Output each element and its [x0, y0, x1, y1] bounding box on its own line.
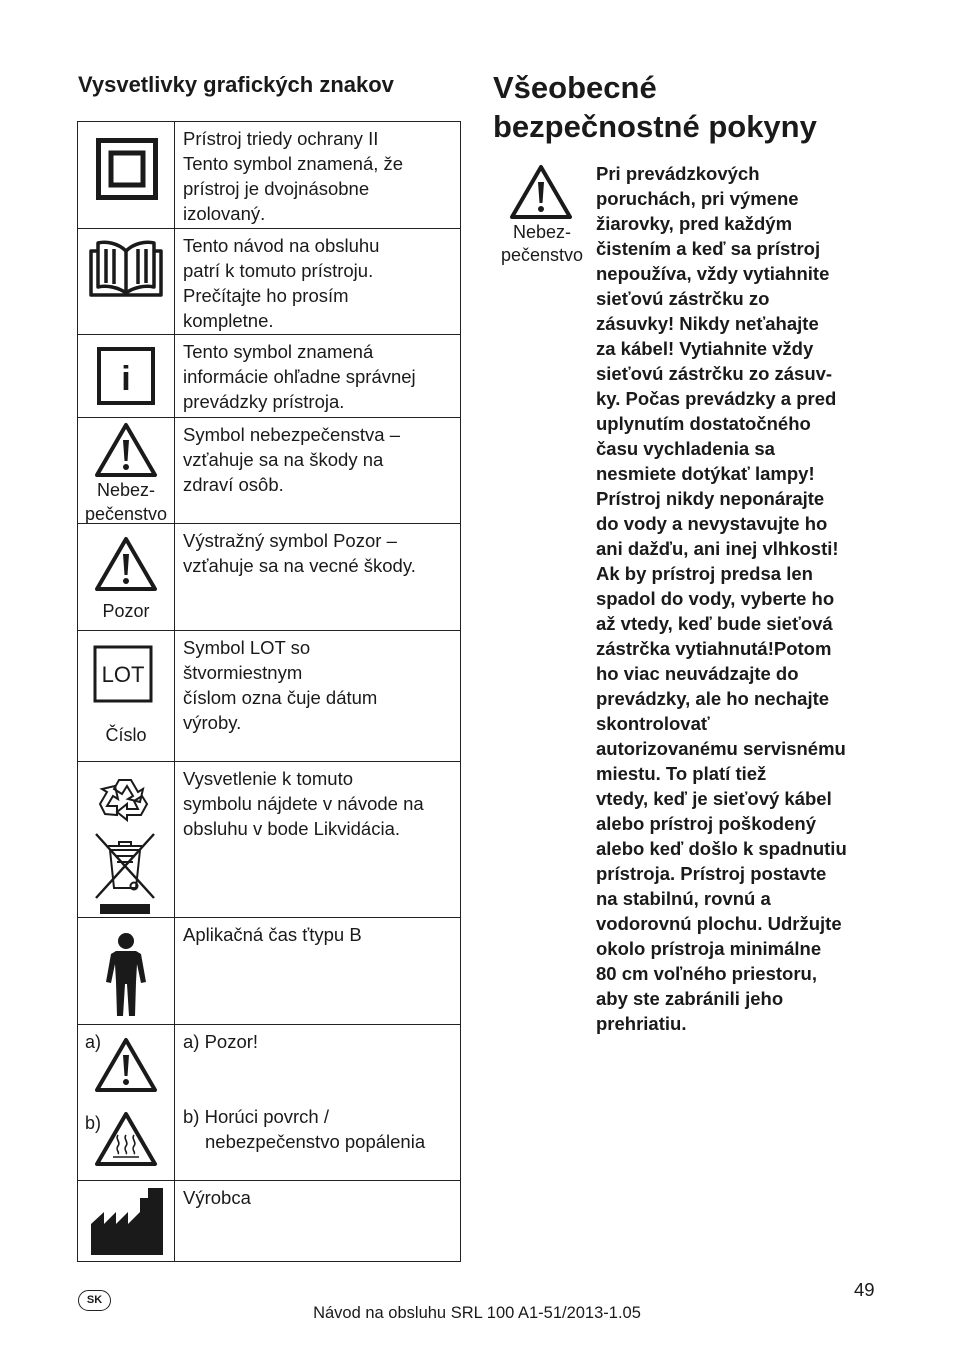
safety-text-line: až vtedy, keď bude sieťová	[596, 613, 833, 634]
symbol-description: a) Pozor! b) Horúci povrch / nebezpečenstvo popálenia	[175, 1025, 461, 1181]
symbol-description: Symbol LOT so štvormiestnym číslom ozna čuje dátum výroby.	[175, 631, 461, 762]
body-figure-icon	[104, 932, 148, 1018]
safety-text-line: Prístroj nikdy neponárajte	[596, 488, 825, 509]
warning-triangle-icon	[509, 164, 573, 220]
safety-text-line: do vody a nevystavujte ho	[596, 513, 828, 534]
table-row	[78, 122, 461, 229]
symbol-cell	[78, 1181, 175, 1262]
safety-text-line: času vychladenia sa	[596, 438, 775, 459]
table-row	[78, 918, 461, 1025]
svg-text:LOT: LOT	[101, 662, 145, 687]
info-icon	[97, 347, 155, 405]
symbol-description: Aplikačná čas ťtypu B	[175, 918, 461, 1025]
safety-text-line: vtedy, keď je sieťový kábel	[596, 788, 832, 809]
symbol-cell	[78, 762, 175, 918]
label-b: b)	[85, 1113, 102, 1133]
symbol-cell	[78, 918, 175, 1025]
symbol-cell	[78, 229, 175, 335]
safety-text-line: ani dažďu, ani inej vlhkosti!	[596, 538, 839, 559]
safety-text-line: okolo prístroja minimálne	[596, 938, 822, 959]
lot-icon	[93, 645, 153, 703]
icon-label: Nebez- pečenstvo	[84, 480, 168, 524]
symbol-cell	[78, 1025, 175, 1181]
safety-text-line: ho viac neuvádzajte do	[596, 663, 799, 684]
safety-text-line: vodorovnú plochu. Udržujte	[596, 913, 842, 934]
language-badge: SK	[78, 1290, 111, 1311]
safety-text-line: nesmiete dotýkať lampy!	[596, 463, 815, 484]
safety-text-line: alebo prístroj poškodený	[596, 813, 816, 834]
safety-text-line: alebo keď došlo k spadnutiu	[596, 838, 847, 859]
safety-text-line: poruchách, pri výmene	[596, 188, 799, 209]
symbol-description: Výstražný symbol Pozor – vzťahuje sa na vecné škody.	[175, 524, 461, 631]
symbols-section-title: Vysvetlivky grafických znakov	[78, 72, 394, 97]
table-row	[78, 1181, 461, 1262]
symbol-cell	[78, 122, 175, 229]
safety-text-line: spadol do vody, vyberte ho	[596, 588, 835, 609]
recycle-icon	[98, 774, 152, 824]
footer-text: Návod na obsluhu SRL 100 A1-51/2013-1.05	[313, 1304, 641, 1322]
safety-text-line: ky. Počas prevádzky a pred	[596, 388, 837, 409]
safety-text-line: uplynutím dostatočného	[596, 413, 811, 434]
symbol-cell	[78, 524, 175, 631]
table-row	[78, 524, 461, 631]
safety-text-line: prístroja. Prístroj postavte	[596, 863, 827, 884]
table-row	[78, 631, 461, 762]
safety-text-line: aby ste zabránili jeho	[596, 988, 784, 1009]
hot-surface-icon	[94, 1111, 158, 1167]
warning-triangle-icon	[94, 1037, 158, 1093]
safety-text-line: zásuvky! Nikdy neťahajte	[596, 313, 819, 334]
safety-text-line: Ak by prístroj predsa len	[596, 563, 813, 584]
label-a: a)	[85, 1032, 102, 1052]
safety-text-line: prehriatiu.	[596, 1013, 687, 1034]
symbol-description: Tento symbol znamená informácie ohľadne správnej prevádzky prístroja.	[175, 335, 461, 418]
table-row	[78, 762, 461, 918]
svg-text:i: i	[121, 360, 131, 398]
safety-text-line: čistením a keď sa prístroj	[596, 238, 821, 259]
safety-text-line: sieťovú zástrčku zo zásuv-	[596, 363, 833, 384]
page-number: 49	[854, 1279, 875, 1300]
safety-text-line: za kábel! Vytiahnite vždy	[596, 338, 814, 359]
safety-text-line: nepoužíva, vždy vytiahnite	[596, 263, 830, 284]
symbol-cell	[78, 631, 175, 762]
icon-label: Pozor	[102, 601, 150, 621]
symbol-description: Vysvetlenie k tomuto symbolu nájdete v návode na obsluhu v bode Likvidácia.	[175, 762, 461, 918]
safety-text-line: zástrčka vytiahnutá!Potom	[596, 638, 832, 659]
icon-label: Číslo	[105, 725, 147, 745]
safety-section-title: Všeobecné bezpečnostné pokyny	[493, 70, 817, 144]
table-row	[78, 335, 461, 418]
symbol-description: Prístroj triedy ochrany II Tento symbol znamená, že prístroj je dvojnásobne izolovaný.	[175, 122, 461, 229]
symbol-cell	[78, 335, 175, 418]
symbol-description: Tento návod na obsluhu patrí k tomuto prístroju. Prečítajte ho prosím kompletne.	[175, 229, 461, 335]
safety-text-line: skontrolovať	[596, 713, 710, 734]
safety-text-line: prevádzky, ale ho nechajte	[596, 688, 830, 709]
safety-text-line: autorizovanému servisnému	[596, 738, 846, 759]
warning-label: Nebez- pečenstvo	[500, 222, 584, 265]
warning-triangle-icon	[94, 536, 158, 592]
symbol-description: Výrobca	[175, 1181, 461, 1262]
table-row	[78, 1025, 461, 1181]
crossed-bin-icon	[94, 832, 156, 916]
open-book-icon	[88, 237, 164, 299]
safety-instructions-text	[596, 161, 881, 1036]
manufacturer-factory-icon	[90, 1188, 164, 1256]
symbols-table	[77, 121, 461, 1262]
table-row	[78, 229, 461, 335]
symbol-description: Symbol nebezpečenstva – vzťahuje sa na škody na zdraví osôb.	[175, 418, 461, 524]
safety-text-line: 80 cm voľného priestoru,	[596, 963, 817, 984]
safety-text-line: Pri prevádzkových	[596, 163, 760, 184]
table-row	[78, 418, 461, 524]
safety-text-line: sieťovú zástrčku zo	[596, 288, 770, 309]
safety-text-line: na stabilnú, rovnú a	[596, 888, 771, 909]
warning-triangle-icon	[94, 422, 158, 478]
safety-text-line: miestu. To platí tiež	[596, 763, 767, 784]
safety-text-line: žiarovky, pred každým	[596, 213, 793, 234]
double-square-icon	[96, 138, 158, 200]
symbol-cell	[78, 418, 175, 524]
